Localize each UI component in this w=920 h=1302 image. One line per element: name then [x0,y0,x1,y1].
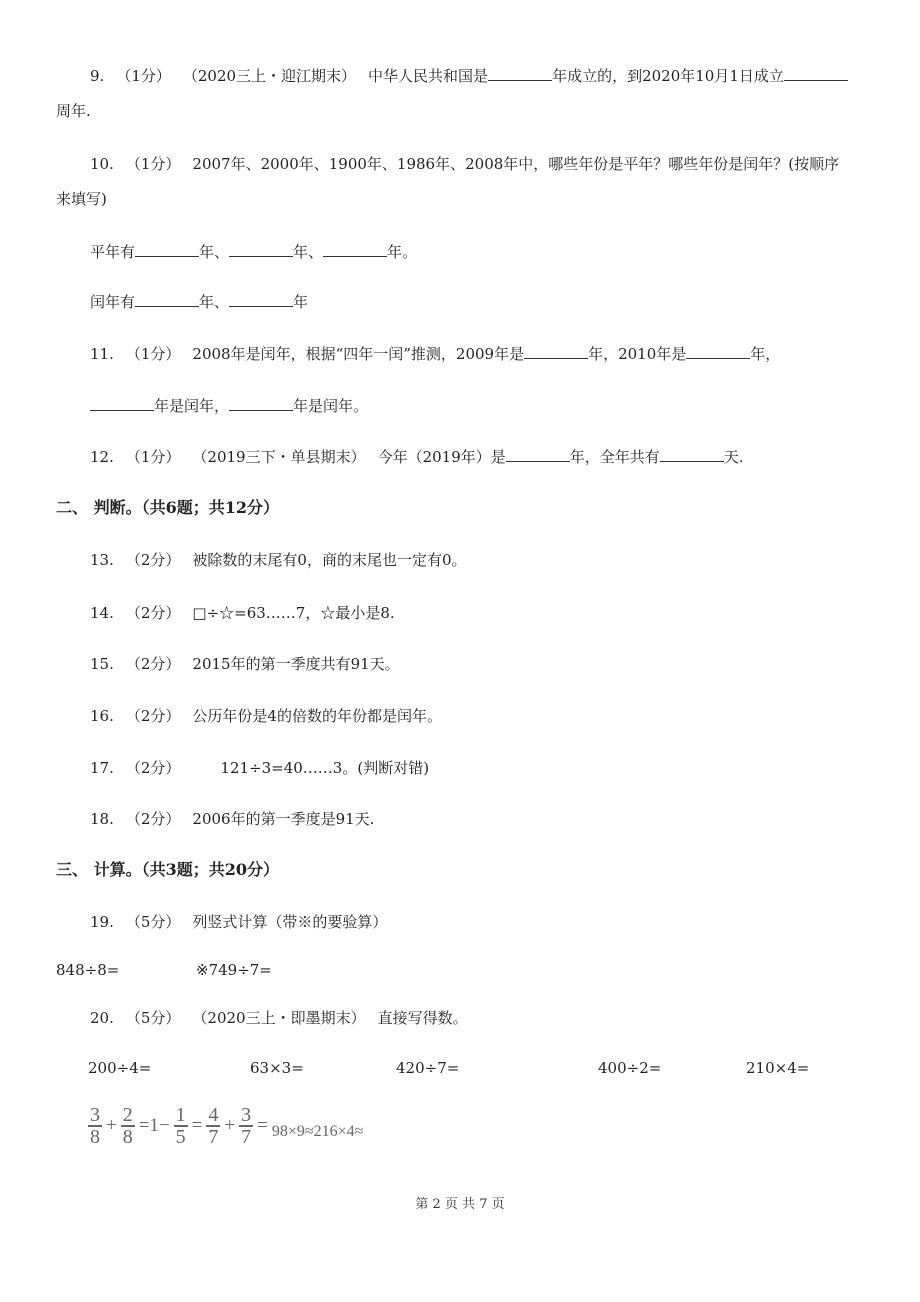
answer-blank[interactable] [686,344,750,359]
answer-blank[interactable] [90,396,154,411]
section-title-judge: 二、 判断。（共6题；共12分） [56,498,279,517]
question-16: 16. （2分） 公历年份是4的倍数的年份都是闰年。 [90,707,442,725]
question-19: 19. （5分） 列竖式计算（带※的要验算） [90,913,388,931]
q19-expr-1: 848÷8= [56,961,120,979]
q20-expr: 200÷4= [88,1059,152,1077]
answer-blank[interactable] [488,66,552,81]
common-year-line: 平年有 年、 年、 年。 [90,243,418,261]
answer-blank[interactable] [135,292,199,307]
answer-blank[interactable] [323,242,387,257]
answer-blank[interactable] [135,242,199,257]
fraction: $\frac{3}{8}$ [90,1104,100,1148]
answer-blank[interactable] [506,447,570,462]
q20-expr: 210×4= [746,1059,810,1077]
question-20: 20. （5分） （2020三上・即墨期末） 直接写得数。 [90,1009,468,1027]
answer-blank[interactable] [524,344,588,359]
answer-blank[interactable] [229,396,293,411]
question-13: 13. （2分） 被除数的末尾有0，商的末尾也一定有0。 [90,551,467,569]
answer-blank[interactable] [229,242,293,257]
q20-expr: 420÷7= [396,1059,460,1077]
question-10-cont: 来填写) [56,190,107,208]
q20-fraction-line: $\frac{3}{8}$ + $\frac{2}{8}$ =1− $\frac{1}{5}$ = $\frac{4}{7}$ + $\frac{3}{7}$ = 98×9≈216×4≈ [90,1104,364,1148]
page-footer: 第 2 页 共 7 页 [415,1197,505,1212]
question-11-cont: 年是闰年， 年是闰年。 [90,396,368,416]
q19-expr-2: ※749÷7= [196,961,272,979]
question-10: 10. （1分） 2007年、2000年、1900年、1986年、2008年中，哪些年份是平年？哪些年份是闰年？(按顺序 [90,155,840,173]
answer-blank[interactable] [660,447,724,462]
q20-expr: 63×3= [250,1059,304,1077]
answer-blank[interactable] [784,66,848,81]
question-11: 11. （1分） 2008年是闰年，根据“四年一闰”推测，2009年是 年，2010年是 年， [90,345,781,363]
fraction: $\frac{4}{7}$ [208,1104,219,1148]
question-18: 18. （2分） 2006年的第一季度是91天. [90,810,375,828]
q20-expr: 400÷2= [598,1059,662,1077]
question-12: 12. （1分） （2019三下・单县期末） 今年（2019年）是 年，全年共有 天. [90,448,744,466]
question-14: 14. （2分） □÷☆=63……7，☆最小是8. [90,604,395,622]
fraction: $\frac{2}{8}$ [122,1104,133,1148]
leap-year-line: 闰年有 年、 年 [90,293,309,311]
fraction: $\frac{3}{7}$ [241,1104,252,1148]
answer-blank[interactable] [229,292,293,307]
question-15: 15. （2分） 2015年的第一季度共有91天。 [90,655,400,673]
section-title-calc: 三、 计算。（共3题；共20分） [56,860,279,879]
question-9-cont: 周年. [56,102,91,120]
fraction: $\frac{1}{5}$ [175,1104,186,1148]
question-17: 17. （2分） 121÷3=40……3。(判断对错) [90,759,430,777]
question-9: 9. （1分） （2020三上・迎江期末） 中华人民共和国是 年成立的，到2020年10月1日成立 [90,66,848,86]
